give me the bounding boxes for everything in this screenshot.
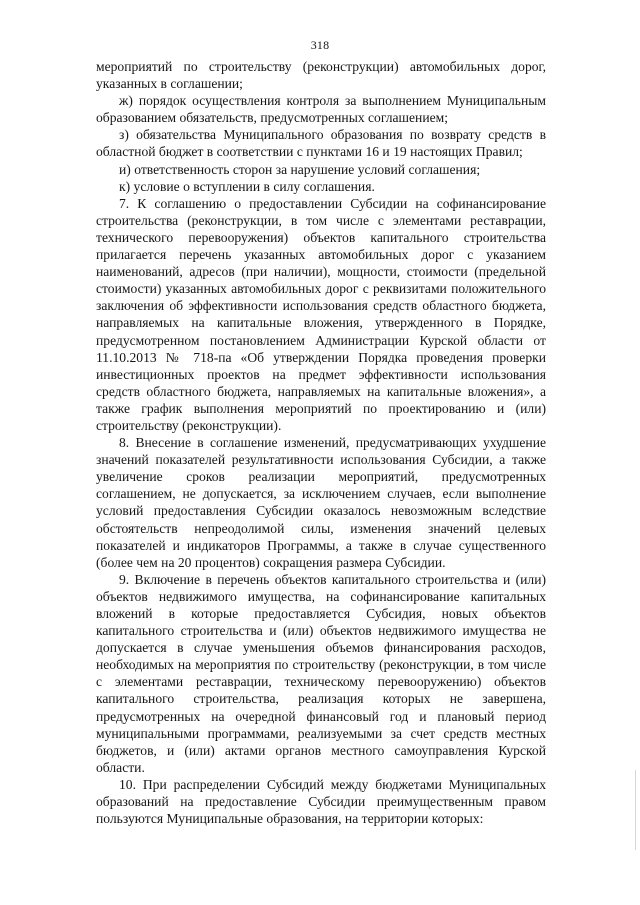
paragraph-7: 7. К соглашению о предоставлении Субсидии на софинансирование строительства (реконструкции, в том числе с элементами реставрации, технического перевооружения) объектов капитального строительства прилагается перечень указанных автомобильных дорог с указанием наименований, адресов (при наличии), мощности, стоимости (предельной стоимости) указанных автомобильных дорог с реквизитами положительного заключения об эффективности использования средств областного бюджета, направляемых на капитальные вложения, утвержденного в Порядке, предусмотренном постановлением Администрации Курской области от 11.10.2013 № 718-па «Об утверждении Порядка проведения проверки инвестиционных проектов на предмет эффективности использования средств областного бюджета, направляемых на капитальные вложения», а также график выполнения мероприятий по проектированию и (или) строительству (реконструкции).	[96, 195, 546, 433]
document-body	[96, 58, 546, 827]
paragraph-continuation: мероприятий по строительству (реконструкции) автомобильных дорог, указанных в соглашении;	[96, 59, 546, 92]
paragraph-9: 9. Включение в перечень объектов капитального строительства и (или) объектов недвижимого имущества, на софинансирование капитальных вложений в которые предоставляется Субсидия, новых объектов капитального строительства и (или) объектов недвижимого имущества не допускается в случае уменьшения объемов финансирования расходов, необходимых на мероприятия по строительству (реконструкции, в том числе с элементами реставрации, техническому перевооружению) объектов капитального строительства, реализация которых не завершена, предусмотренных на очередной финансовый год и плановый период муниципальными программами, реализуемыми за счет средств местных бюджетов, и (или) актами органов местного самоуправления Курской области.	[96, 571, 546, 775]
paragraph-item-k: к) условие о вступлении в силу соглашения.	[119, 178, 375, 194]
scan-edge-line	[635, 770, 636, 850]
paragraph-10: 10. При распределении Субсидий между бюджетами Муниципальных образований на предоставление Субсидии преимущественным правом пользуются Муниципальные образования, на территории которых:	[96, 776, 546, 827]
page-number: 318	[310, 38, 330, 52]
paragraph-item-z: з) обязательства Муниципального образования по возврату средств в областной бюджет в соответствии с пунктами 16 и 19 настоящих Правил;	[96, 127, 546, 160]
paragraph-item-zh: ж) порядок осуществления контроля за выполнением Муниципальным образованием обязательств, предусмотренных соглашением;	[96, 93, 546, 126]
paragraph-8: 8. Внесение в соглашение изменений, предусматривающих ухудшение значений показателей результативности использования Субсидии, а также увеличение сроков реализации мероприятий, предусмотренных соглашением, не допускается, за исключением случаев, если выполнение условий предоставления Субсидии оказалось невозможным вследствие обстоятельств непреодолимой силы, изменения значений целевых показателей и индикаторов Программы, а также в случае существенного (более чем на 20 процентов) сокращения размера Субсидии.	[96, 435, 546, 570]
paragraph-item-i: и) ответственность сторон за нарушение условий соглашения;	[119, 161, 481, 177]
